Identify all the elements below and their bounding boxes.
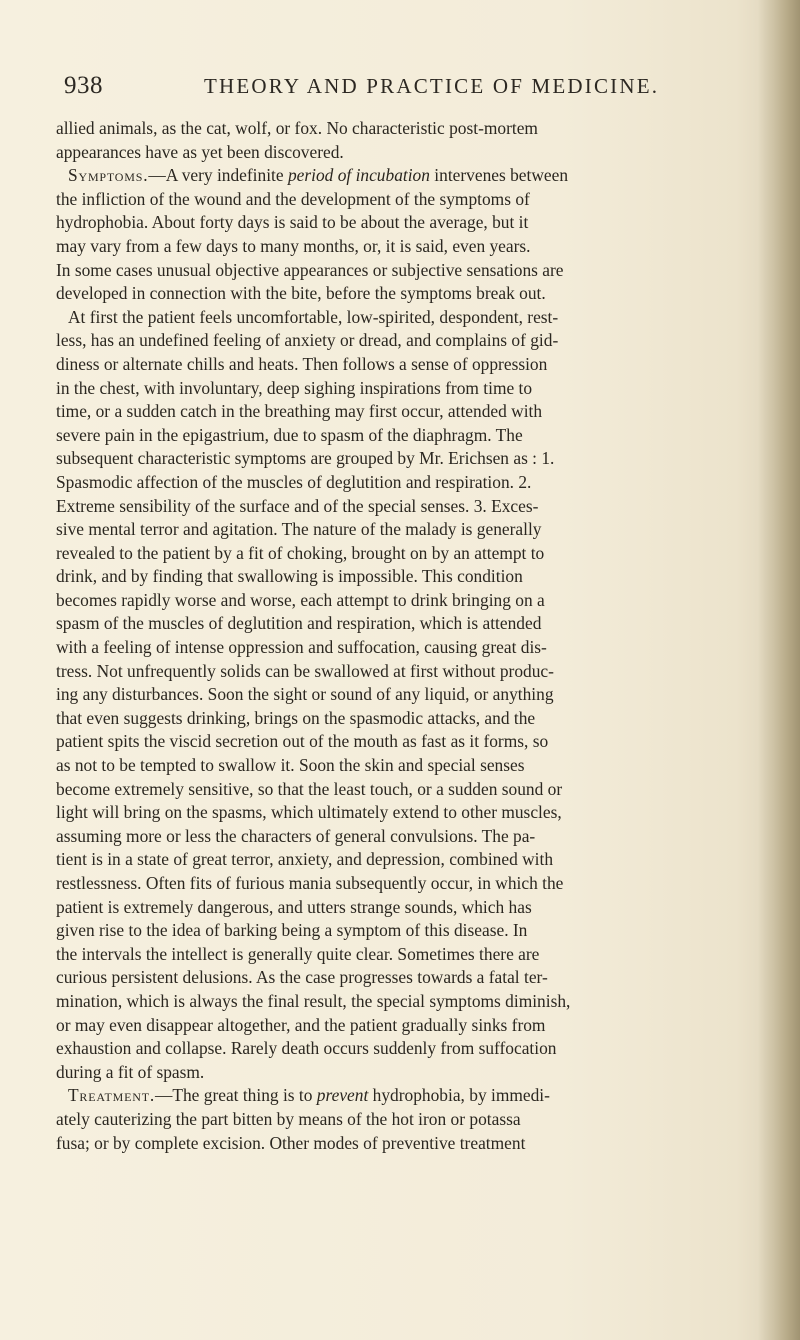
text-line: In some cases unusual objective appearances or subjective sensations are (56, 259, 564, 280)
text-line: becomes rapidly worse and worse, each attempt to drink bringing on a (56, 589, 545, 610)
text-line: during a fit of spasm. (56, 1061, 205, 1082)
emphasis-text: prevent (316, 1085, 369, 1106)
text-line: Extreme sensibility of the surface and of the special senses. 3. Exces- (56, 495, 539, 516)
text-line: sive mental terror and agitation. The nature of the malady is generally (56, 519, 542, 540)
text-line: revealed to the patient by a fit of choking, brought on by an attempt to (56, 542, 545, 563)
text-line: the infliction of the wound and the development of the symptoms of (56, 188, 530, 209)
text-line: Spasmodic affection of the muscles of deglutition and respiration. 2. (56, 471, 532, 492)
text-line: less, has an undefined feeling of anxiety or dread, and complains of gid- (56, 330, 559, 351)
page-binding-edge (758, 0, 800, 1340)
text-line: exhaustion and collapse. Rarely death occurs suddenly from suffocation (56, 1038, 557, 1059)
text-line: tress. Not unfrequently solids can be swallowed at first without produc- (56, 660, 554, 681)
text-line: or may even disappear altogether, and the patient gradually sinks from (56, 1014, 546, 1035)
text-line: with a feeling of intense oppression and suffocation, causing great dis- (56, 637, 547, 658)
text-line: curious persistent delusions. As the case progresses towards a fatal ter- (56, 967, 548, 988)
text-run: hydrophobia, by immedi- (368, 1085, 550, 1106)
text-line: tient is in a state of great terror, anxiety, and depression, combined with (56, 849, 554, 870)
text-line: spasm of the muscles of deglutition and respiration, which is attended (56, 613, 542, 634)
symptoms-paragraph-start (56, 164, 764, 188)
text-line: mination, which is always the final result, the special symptoms diminish, (56, 990, 571, 1011)
text-line: as not to be tempted to swallow it. Soon the skin and special senses (56, 755, 525, 776)
treatment-heading: Treatment. (68, 1085, 155, 1106)
text-line: light will bring on the spasms, which ultimately extend to other muscles, (56, 802, 562, 823)
text-line: developed in connection with the bite, before the symptoms break out. (56, 283, 546, 304)
text-line: ately cauterizing the part bitten by means of the hot iron or potassa (56, 1108, 521, 1129)
text-line: ing any disturbances. Soon the sight or sound of any liquid, or anything (56, 684, 554, 705)
text-line: assuming more or less the characters of general convulsions. The pa- (56, 825, 536, 846)
text-line: time, or a sudden catch in the breathing may first occur, attended with (56, 401, 543, 422)
text-line: patient spits the viscid secretion out of the mouth as fast as it forms, so (56, 731, 549, 752)
text-line: in the chest, with involuntary, deep sighing inspirations from time to (56, 377, 533, 398)
text-line: At first the patient feels uncomfortable, low-spirited, despondent, rest- (68, 306, 559, 327)
text-line: restlessness. Often fits of furious mania subsequently occur, in which the (56, 873, 564, 893)
page-number: 938 (64, 72, 103, 99)
text-line: become extremely sensitive, so that the least touch, or a sudden sound or (56, 778, 563, 799)
text-line: that even suggests drinking, brings on the spasmodic attacks, and the (56, 707, 536, 728)
text-line: may vary from a few days to many months, or, it is said, even years. (56, 235, 531, 256)
running-title: THEORY AND PRACTICE OF MEDICINE. (204, 74, 660, 98)
text-line: hydrophobia. About forty days is said to be about the average, but it (56, 212, 529, 233)
body-text (56, 117, 764, 1155)
emphasis-text: period of incubation (287, 165, 430, 186)
text-run: intervenes between (429, 165, 569, 186)
text-line: given rise to the idea of barking being a symptom of this disease. In (56, 920, 528, 941)
treatment-paragraph-start (56, 1084, 764, 1108)
text-line: appearances have as yet been discovered. (56, 141, 344, 162)
text-line: subsequent characteristic symptoms are grouped by Mr. Erichsen as : 1. (56, 448, 555, 469)
text-line: patient is extremely dangerous, and utters strange sounds, which has (56, 896, 532, 917)
text-line: diness or alternate chills and heats. Then follows a sense of oppression (56, 353, 548, 374)
text-line: the intervals the intellect is generally quite clear. Sometimes there are (56, 943, 540, 964)
text-line: severe pain in the epigastrium, due to spasm of the diaphragm. The (56, 424, 523, 445)
text-run: —The great thing is to (154, 1085, 317, 1106)
text-line: allied animals, as the cat, wolf, or fox. No characteristic post-mortem (56, 118, 538, 138)
text-run: —A very indefinite (148, 165, 288, 186)
symptoms-heading: Symptoms. (68, 165, 149, 186)
running-head (64, 72, 754, 102)
text-line: drink, and by finding that swallowing is impossible. This condition (56, 566, 523, 587)
text-line: fusa; or by complete excision. Other modes of preventive treatment (56, 1132, 526, 1153)
